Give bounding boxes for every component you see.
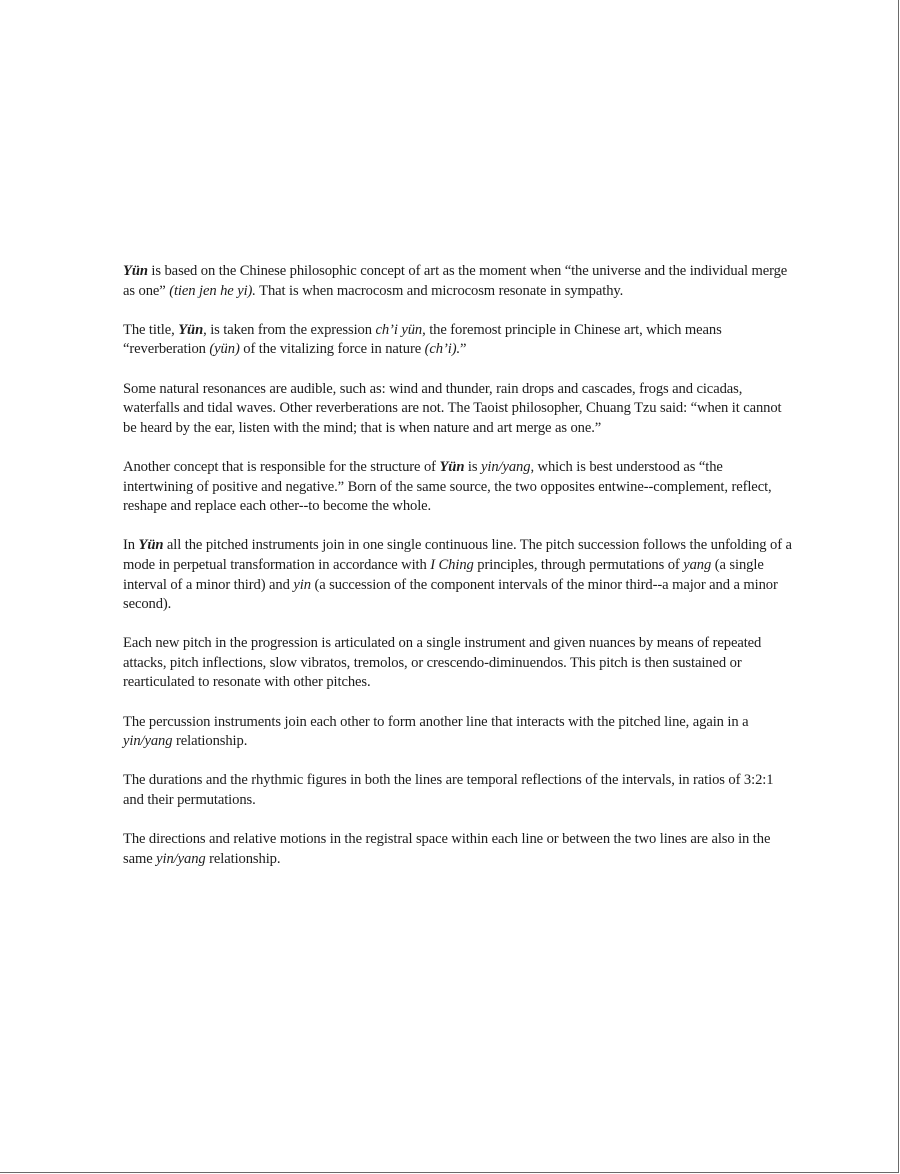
title-word: Yün	[123, 263, 148, 279]
text-run: is based on the Chinese philosophic concept of art as the moment when “the universe and the individual merge as one”	[123, 263, 788, 299]
text-run: Each new pitch in the progression is articulated on a single instrument and given nuances by means of repeated attacks, pitch inflections, slow vibratos, tremolos, or crescendo-diminuendos. This pitch is then sustained or rearticulated to resonate with other pitches.	[123, 635, 762, 691]
title-word: Yün	[178, 321, 204, 338]
paragraph-directions	[123, 830, 795, 869]
text-run: (a succession of the component intervals of the minor third--a major and a minor second).	[123, 576, 778, 613]
text-run: That is when macrocosm and microcosm resonate in sympathy.	[255, 282, 624, 299]
text-run: (a single interval of a minor third) and	[123, 556, 764, 593]
text-run: is	[464, 458, 481, 475]
italic-phrase: (ch’i).	[424, 341, 461, 358]
paragraph-title	[123, 321, 795, 360]
text-run: The directions and relative motions in the registral space within each line or between the two lines are also in the same	[123, 831, 771, 867]
paragraph-concept	[123, 262, 795, 301]
title-word: Yün	[138, 537, 164, 554]
text-run: principles, through permutations of	[473, 556, 684, 573]
text-run: all the pitched instruments join in one single continuous line. The pitch succession follows the unfolding of a mode in perpetual transformation in accordance with	[123, 537, 792, 573]
text-run: ”	[460, 341, 467, 358]
italic-phrase: yin/yang	[123, 733, 173, 750]
italic-phrase: I Ching	[430, 556, 474, 573]
program-note-body	[123, 262, 795, 869]
text-run: , is taken from the expression	[203, 321, 376, 338]
text-run: relationship.	[205, 850, 281, 867]
title-word: Yün	[439, 458, 465, 475]
text-run: , the foremost principle in Chinese art, which means “reverberation	[123, 321, 722, 358]
text-run: The title,	[123, 321, 179, 338]
italic-phrase: ch’i yün	[375, 321, 423, 338]
text-run: of the vitalizing force in nature	[239, 341, 425, 358]
italic-phrase: (yün)	[209, 341, 240, 358]
text-run: In	[123, 537, 139, 554]
italic-phrase: yin/yang	[480, 458, 531, 475]
paragraph-percussion	[123, 713, 795, 752]
text-run: , which is best understood as “the intertwining of positive and negative.” Born of the same source, the two opposites entwine--complement, reflect, reshape and replace each other--to become the whole.	[123, 458, 772, 515]
italic-phrase: yin	[293, 576, 311, 593]
italic-phrase: yin/yang	[156, 850, 206, 867]
italic-phrase: (tien jen he yi).	[169, 282, 256, 299]
text-run: relationship.	[172, 733, 248, 750]
paragraph-yin-yang	[123, 458, 795, 517]
paragraph-pitched-line	[123, 536, 795, 614]
text-run: Another concept that is responsible for the structure of	[123, 458, 440, 475]
text-run: Some natural resonances are audible, such as: wind and thunder, rain drops and cascades, frogs and cicadas, waterfalls and tidal waves. Other reverberations are not. The Taoist philosopher, Chuang Tzu said: “when it cannot be heard by the ear, listen with the mind; that is when nature and art merge as one.”	[123, 380, 782, 436]
paragraph-durations	[123, 771, 795, 810]
paragraph-articulation	[123, 634, 795, 693]
italic-phrase: yang	[683, 556, 712, 573]
text-run: The percussion instruments join each other to form another line that interacts with the pitched line, again in a	[123, 713, 749, 730]
text-run: The durations and the rhythmic figures in both the lines are temporal reflections of the intervals, in ratios of 3:2:1 and their permutations.	[123, 772, 774, 809]
paragraph-resonances	[123, 380, 795, 439]
